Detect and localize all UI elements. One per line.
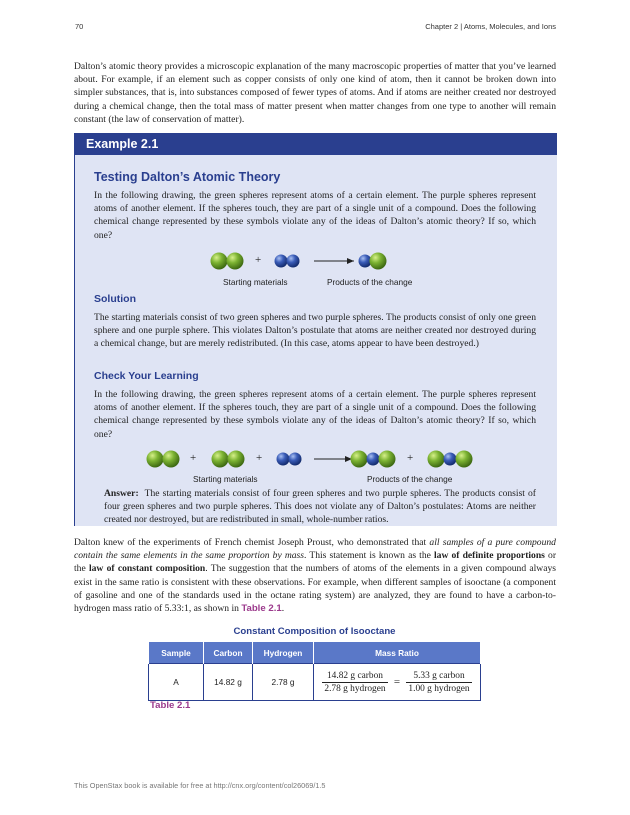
green-atom	[211, 253, 228, 270]
example-label: Example 2.1	[86, 137, 159, 151]
fraction-2	[406, 670, 471, 695]
table-header-mass-ratio: Mass Ratio	[314, 642, 481, 664]
chapter-title: Chapter 2 | Atoms, Molecules, and Ions	[425, 22, 556, 31]
green-atom	[370, 253, 387, 270]
proust-emphasis: all samples of a pure compound contain the same elements in the same proportion by mass	[74, 537, 556, 562]
green-atom	[163, 451, 180, 468]
check-heading: Check Your Learning	[94, 370, 199, 382]
cell-sample: A	[149, 664, 204, 701]
plus-sign: +	[255, 254, 262, 266]
proust-text: .	[281, 603, 285, 615]
page-number: 70	[75, 22, 84, 31]
green-atom	[147, 451, 164, 468]
table-title: Constant Composition of Isooctane	[233, 626, 396, 637]
green-atom	[456, 451, 473, 468]
purple-atom	[287, 255, 300, 268]
proust-paragraph	[74, 536, 556, 615]
products-label: Products of the change	[367, 474, 453, 484]
answer-text: The starting materials consist of four green spheres and two purple spheres. The products consist of four green spheres and two purple spheres. This does not violate any of Dalton’s postulates: Atoms are neither created nor destroyed, but are redistributed in small, whole-number ratios.	[104, 488, 536, 526]
example-title: Testing Dalton’s Atomic Theory	[94, 170, 281, 184]
green-atom	[227, 253, 244, 270]
purple-atom	[289, 453, 302, 466]
purple-atom	[444, 453, 457, 466]
table-caption: Table 2.1	[150, 700, 191, 711]
reaction-diagram-1	[150, 248, 480, 276]
purple-atom	[277, 453, 290, 466]
table-link[interactable]: Table 2.1	[241, 603, 282, 615]
footer-note: This OpenStax book is available for free at http://cnx.org/content/col26069/1.5	[74, 781, 326, 790]
example-prompt: In the following drawing, the green spheres represent atoms of a certain element. The purple spheres represent atoms of another element. If the spheres touch, they are part of a single unit of a compound. Does the following chemical change represented by these symbols violate any of the ideas of Dalton’s atomic theory? If so, which one?	[94, 190, 536, 241]
fraction-2-denominator: 1.00 g hydrogen	[408, 683, 470, 694]
solution-heading: Solution	[94, 293, 136, 305]
isooctane-table	[148, 641, 481, 701]
proust-text: . The suggestion that the numbers of atoms of the elements in a given compound always exist in the same ratio is consistent with these observations. For example, when different samples of isooctane (a component of gasoline and one of the standards used in the octane rating system) are analyzed, they are found to have a carbon-to-hydrogen mass ratio of 5.33:1, as shown in	[74, 563, 557, 615]
answer-label: Answer:	[104, 488, 139, 499]
starting-materials-label: Starting materials	[193, 474, 258, 484]
table-header-hydrogen: Hydrogen	[253, 642, 314, 664]
table-row	[149, 664, 481, 701]
fraction-1	[322, 670, 387, 695]
intro-paragraph: Dalton’s atomic theory provides a microscopic explanation of the many macroscopic properties of matter that you’ve learned about. For example, if an element such as copper consists of only one kind of atom, then it cannot be broken down into simpler substances, that is, into substances composed of fewer types of atoms. And if atoms are neither created nor destroyed during a chemical change, then the total mass of matter present when matter changes from one type to another will remain constant (the law of conservation of matter).	[74, 61, 556, 125]
reaction-arrowhead	[347, 258, 354, 264]
green-atom	[351, 451, 368, 468]
fraction-2-numerator: 5.33 g carbon	[406, 670, 471, 683]
answer-block	[104, 487, 536, 527]
purple-atom	[367, 453, 380, 466]
term-constant-composition: law of constant composition	[88, 563, 206, 575]
solution-text: The starting materials consist of two green spheres and two purple spheres. The products consist of only one green sphere and one purple sphere. This violates Dalton’s postulate that atoms are neither created nor destroyed during a chemical change, but are merely redistributed. (In this case, atoms appear to have been destroyed.)	[94, 312, 536, 350]
table-header-sample: Sample	[149, 642, 204, 664]
proust-text: Dalton knew of the experiments of French chemist Joseph Proust, who demonstrated that	[74, 537, 430, 548]
products-label: Products of the change	[327, 277, 413, 287]
green-atom	[228, 451, 245, 468]
green-atom	[428, 451, 445, 468]
proust-text: . This statement is known as the	[304, 550, 434, 562]
equals-sign: =	[393, 676, 401, 688]
plus-sign: +	[190, 452, 197, 464]
fraction-1-denominator: 2.78 g hydrogen	[324, 683, 386, 694]
cell-hydrogen: 2.78 g	[253, 664, 314, 701]
cell-mass-ratio	[314, 664, 481, 701]
table-header-carbon: Carbon	[204, 642, 253, 664]
plus-sign: +	[407, 452, 414, 464]
green-atom	[379, 451, 396, 468]
purple-atom	[275, 255, 288, 268]
cell-carbon: 14.82 g	[204, 664, 253, 701]
proust-text: or the	[74, 550, 557, 575]
term-definite-proportions: law of definite proportions	[434, 550, 545, 562]
green-atom	[212, 451, 229, 468]
plus-sign: +	[256, 452, 263, 464]
check-text: In the following drawing, the green spheres represent atoms of a certain element. The purple spheres represent atoms of another element. If the spheres touch, they are part of a single unit of a compound. Does the following chemical change represented by these symbols violate any of the ideas of Dalton’s atomic theory? If so, which one?	[94, 389, 536, 440]
fraction-1-numerator: 14.82 g carbon	[322, 670, 387, 683]
starting-materials-label: Starting materials	[223, 277, 288, 287]
